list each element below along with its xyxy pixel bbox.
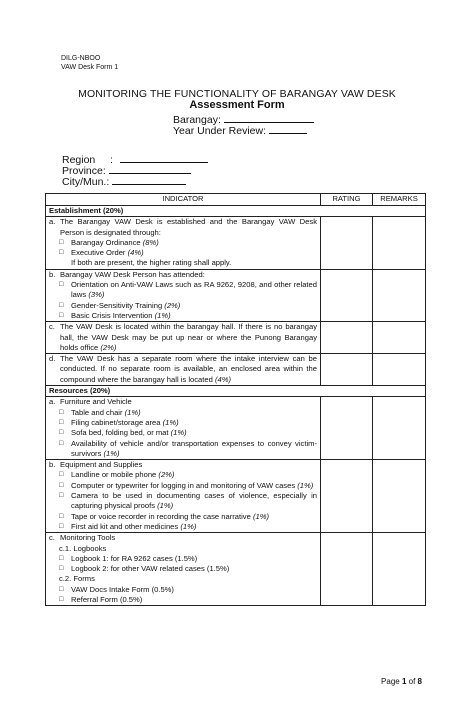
barangay-blank[interactable] — [224, 112, 314, 123]
indicator-cell — [46, 269, 321, 321]
option-text: Tape or voice recorder in recording the case narrative — [71, 511, 251, 521]
indicator-cell — [46, 533, 321, 606]
item-number: a. — [49, 217, 56, 227]
item-text: Monitoring Tools — [60, 533, 116, 543]
document-subtitle: Assessment Form — [189, 99, 285, 111]
checkbox-icon[interactable] — [59, 491, 71, 512]
indicator-header: INDICATOR — [46, 194, 321, 206]
indicator-cell — [46, 397, 321, 460]
item-text: The VAW Desk is located within the barangay hall. If there is no barangay hall, the VAW Desk may be put up near or where the Punong Barangay holds office — [60, 322, 317, 352]
checkbox-icon[interactable] — [59, 554, 71, 564]
year-label: Year Under Review: — [173, 125, 266, 137]
rating-cell[interactable] — [321, 533, 373, 606]
table-row — [46, 217, 426, 269]
region-blank[interactable] — [120, 152, 208, 163]
checkbox-icon[interactable] — [59, 470, 71, 480]
remarks-cell[interactable] — [373, 533, 426, 606]
option-weight: (1%) — [252, 511, 269, 521]
option-text: Basic Crisis Intervention — [71, 310, 153, 320]
checkbox-icon[interactable] — [59, 585, 71, 595]
remarks-cell[interactable] — [373, 217, 426, 269]
barangay-label: Barangay: — [173, 114, 221, 126]
document-title: MONITORING THE FUNCTIONALITY OF BARANGAY VAW DESK — [78, 88, 396, 100]
option-text: First aid kit and other medicines — [71, 521, 179, 531]
item-number: c. — [49, 533, 55, 543]
rating-cell[interactable] — [321, 397, 373, 460]
remarks-cell[interactable] — [373, 354, 426, 386]
option-text: Landline or mobile phone — [71, 470, 157, 480]
item-text: The Barangay VAW Desk is established and the Barangay VAW Desk Person is designated through: — [60, 217, 317, 237]
option-text: Sofa bed, folding bed, or mat — [71, 428, 169, 438]
checkbox-icon[interactable] — [59, 248, 71, 258]
page-number — [381, 677, 422, 686]
item-number: d. — [49, 354, 56, 364]
checkbox-icon[interactable] — [59, 418, 71, 428]
table-row — [46, 322, 426, 354]
current-page: 1 — [401, 677, 407, 686]
option-text: Orientation on Anti-VAW Laws such as RA 9262, 9208, and other related laws — [71, 280, 317, 300]
option-text: Gender-Sensitivity Training — [71, 300, 163, 310]
option-weight: (8%) — [142, 237, 159, 247]
city-label: City/Mun.: — [62, 176, 110, 188]
rating-cell[interactable] — [321, 269, 373, 321]
option-weight: (1%) — [124, 407, 141, 417]
indicator-cell — [46, 354, 321, 386]
indicator-cell — [46, 460, 321, 533]
section-resources: Resources (20%) — [46, 386, 426, 397]
item-number: c. — [49, 322, 55, 332]
item-text: The VAW Desk has a separate room where the intake interview can be conducted. If no separate room is available, an enclosed area within the compound where the barangay hall is located — [60, 354, 317, 384]
remarks-cell[interactable] — [373, 322, 426, 354]
table-row — [46, 397, 426, 460]
checkbox-icon[interactable] — [59, 311, 71, 321]
option-text: Logbook 2: for other VAW related cases (1.5%) — [71, 564, 230, 574]
option-weight: (4%) — [127, 248, 144, 258]
total-pages: 8 — [417, 677, 422, 686]
region-label: Region — [62, 154, 96, 166]
checkbox-icon[interactable] — [59, 595, 71, 605]
indicator-cell — [46, 217, 321, 269]
section-row — [46, 206, 426, 217]
rating-cell[interactable] — [321, 217, 373, 269]
page-of: of — [408, 677, 416, 686]
city-field[interactable] — [62, 174, 186, 188]
province-label: Province: — [62, 165, 106, 177]
option-weight: (1%) — [162, 417, 179, 427]
city-blank[interactable] — [112, 174, 186, 185]
checkbox-icon[interactable] — [59, 564, 71, 574]
option-weight: (1%) — [170, 428, 187, 438]
item-number: b. — [49, 269, 56, 279]
item-weight: (4%) — [214, 374, 231, 384]
checkbox-icon[interactable] — [59, 280, 71, 301]
option-text: Executive Order — [71, 248, 126, 258]
option-weight: (1%) — [180, 521, 197, 531]
option-text: Barangay Ordinance — [71, 237, 141, 247]
table-row — [46, 354, 426, 386]
option-text: Computer or typewriter for logging in and monitoring of VAW cases — [71, 480, 296, 490]
checkbox-icon[interactable] — [59, 408, 71, 418]
table-row — [46, 533, 426, 606]
table-row — [46, 460, 426, 533]
item-number: a. — [49, 397, 56, 407]
item-text: Equipment and Supplies — [60, 460, 143, 470]
checkbox-icon[interactable] — [59, 238, 71, 248]
page-label: Page — [381, 677, 400, 686]
item-weight: (2%) — [100, 342, 117, 352]
option-text: Table and chair — [71, 407, 123, 417]
checkbox-icon[interactable] — [59, 481, 71, 491]
option-weight: (1%) — [157, 501, 174, 511]
region-colon: : — [110, 154, 113, 166]
header-form-name: VAW Desk Form 1 — [61, 63, 119, 71]
indicator-cell — [46, 322, 321, 354]
assessment-table — [45, 193, 426, 606]
option-weight: (1%) — [297, 480, 314, 490]
checkbox-icon[interactable] — [59, 428, 71, 438]
subheading-logbooks: c.1. Logbooks — [59, 543, 107, 553]
document-header — [61, 55, 118, 72]
checkbox-icon[interactable] — [59, 301, 71, 311]
subheading-forms: c.2. Forms — [59, 574, 95, 584]
rating-header: RATING — [321, 194, 373, 206]
option-text: Availability of vehicle and/or transportation expenses to convey victim-survivors — [71, 438, 317, 458]
option-text: Referral Form (0.5%) — [71, 594, 143, 604]
option-weight: (1%) — [154, 310, 171, 320]
rating-cell[interactable] — [321, 322, 373, 354]
remarks-cell[interactable] — [373, 460, 426, 533]
remarks-cell[interactable] — [373, 269, 426, 321]
rating-cell[interactable] — [321, 460, 373, 533]
year-field[interactable] — [173, 123, 307, 137]
option-weight: (1%) — [103, 448, 120, 458]
remarks-header: REMARKS — [373, 194, 426, 206]
province-blank[interactable] — [109, 163, 191, 174]
item-number: b. — [49, 460, 56, 470]
table-row — [46, 269, 426, 321]
option-text: Camera to be used in documenting cases of violence, especially in capturing physical proofs — [71, 491, 317, 511]
option-text: Logbook 1: for RA 9262 cases (1.5%) — [71, 553, 198, 563]
header-code: DILG-NBOO — [61, 55, 101, 62]
rating-cell[interactable] — [321, 354, 373, 386]
year-blank[interactable] — [269, 123, 307, 134]
table-header-row — [46, 194, 426, 206]
option-weight: (2%) — [158, 470, 175, 480]
note-text: If both are present, the higher rating shall apply. — [71, 258, 232, 268]
checkbox-icon[interactable] — [59, 512, 71, 522]
section-establishment: Establishment (20%) — [46, 206, 426, 217]
option-weight: (3%) — [88, 290, 105, 300]
checkbox-icon[interactable] — [59, 522, 71, 532]
option-weight: (2%) — [164, 300, 181, 310]
item-text: Furniture and Vehicle — [60, 397, 132, 407]
section-row — [46, 386, 426, 397]
option-text: VAW Docs Intake Form (0.5%) — [71, 584, 174, 594]
option-text: Filing cabinet/storage area — [71, 417, 161, 427]
item-text: Barangay VAW Desk Person has attended: — [60, 269, 205, 279]
remarks-cell[interactable] — [373, 397, 426, 460]
checkbox-icon[interactable] — [59, 439, 71, 460]
